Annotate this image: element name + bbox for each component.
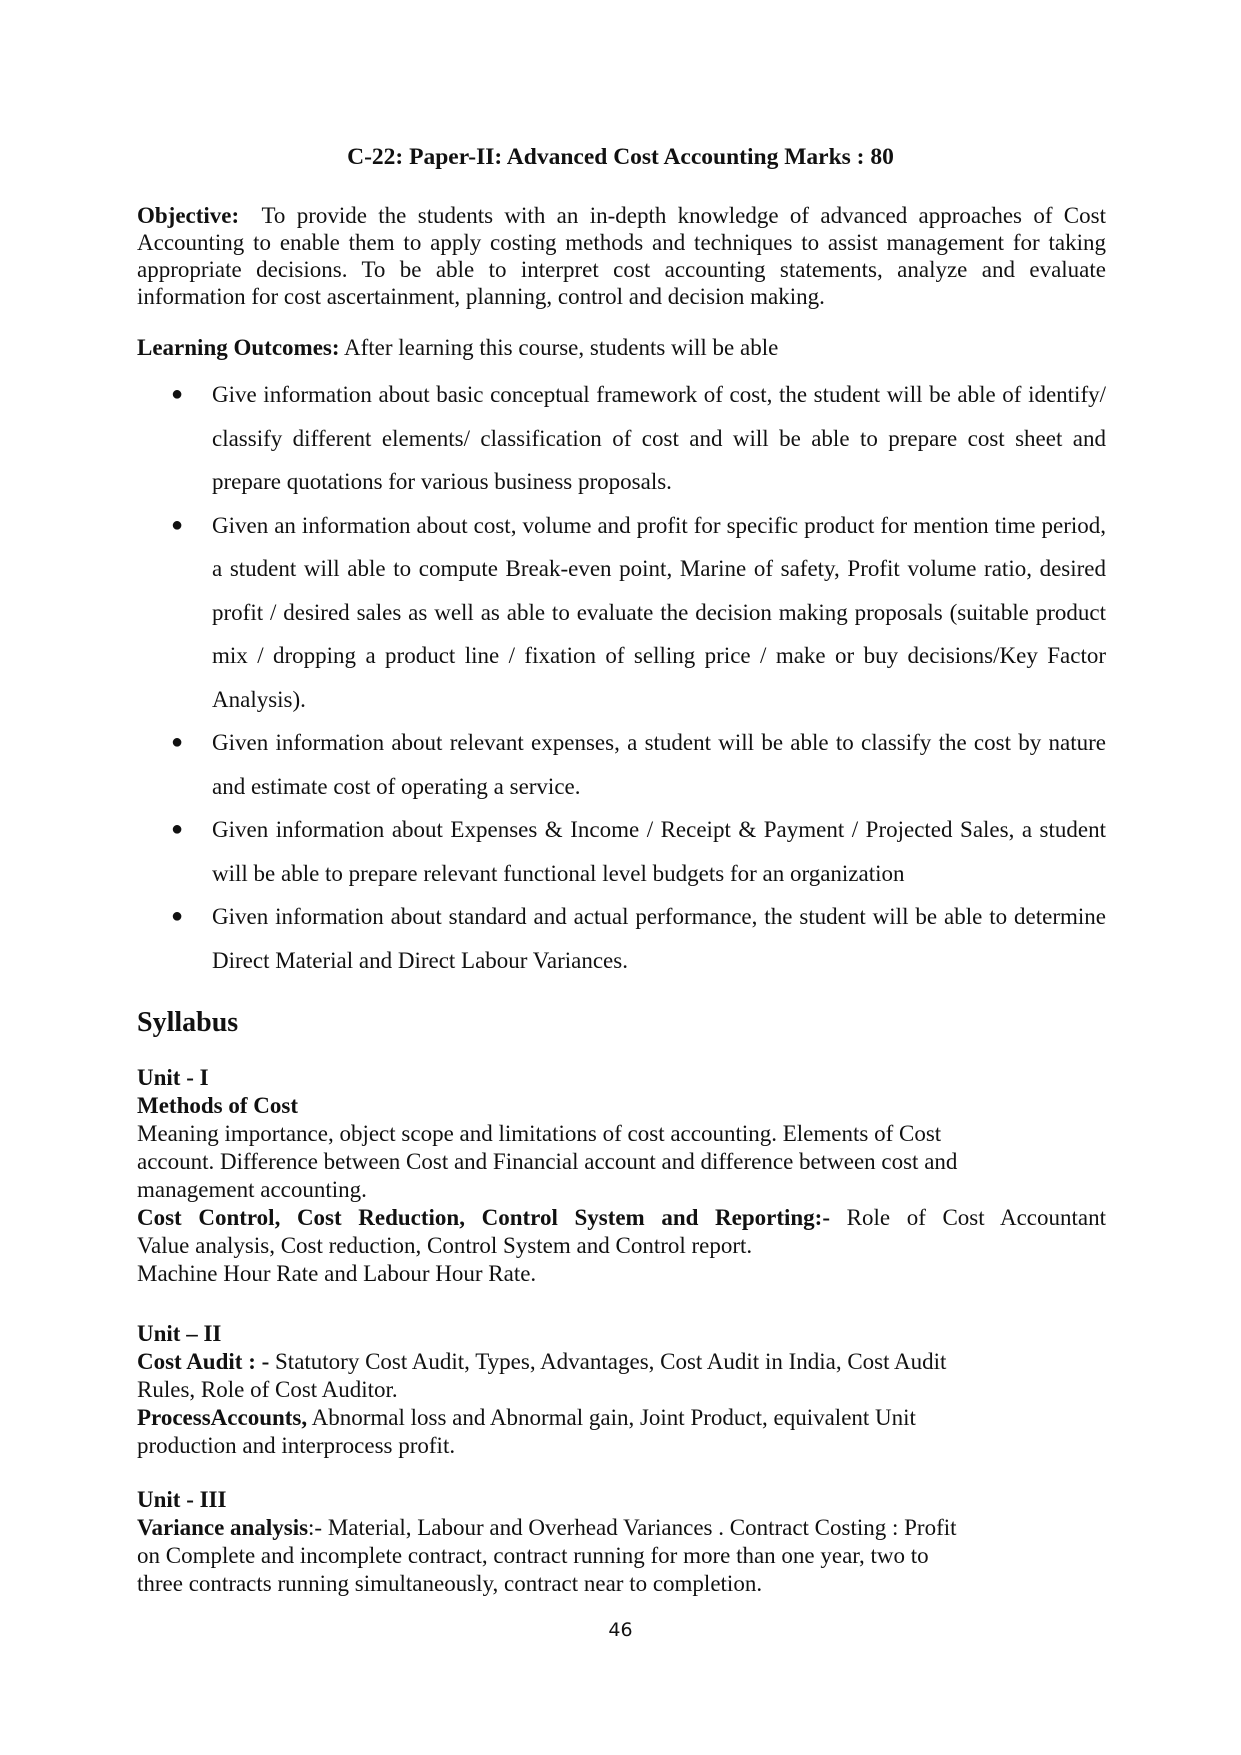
cost-audit-label: Cost Audit : -	[137, 1349, 270, 1374]
learning-outcomes-intro-text: After learning this course, students will be able	[344, 335, 779, 360]
process-accounts-label: ProcessAccounts,	[137, 1405, 308, 1430]
process-accounts-text: Abnormal loss and Abnormal gain, Joint Product, equivalent Unit	[311, 1405, 916, 1430]
unit-1-subtitle: Methods of Cost	[137, 1093, 298, 1118]
unit-1-section	[137, 1064, 1106, 1288]
cost-control-text: Role of Cost Accountant	[846, 1205, 1107, 1230]
bullet-icon: ●	[171, 731, 184, 753]
list-item-text: Given information about Expenses & Income / Receipt & Payment / Projected Sales, a student will be able to prepare relevant functional level budgets for an organization	[212, 817, 1106, 886]
bullet-icon: ●	[171, 383, 184, 405]
unit-2-line: production and interprocess profit.	[137, 1433, 456, 1458]
objective-paragraph	[137, 202, 1106, 310]
unit-1-line: Machine Hour Rate and Labour Hour Rate.	[137, 1261, 537, 1286]
unit-1-line: Meaning importance, object scope and limitations of cost accounting. Elements of Cost	[137, 1121, 942, 1146]
objective-text: To provide the students with an in-depth knowledge of advanced approaches of Cost Accounting to enable them to apply costing methods and techniques to assist management for taking appropriate decisions. To be able to interpret cost accounting statements, analyze and evaluate information for cost ascertainment, planning, control and decision making.	[137, 203, 1106, 309]
cost-audit-text: Statutory Cost Audit, Types, Advantages, Cost Audit in India, Cost Audit	[275, 1349, 947, 1374]
unit-1-line: Value analysis, Cost reduction, Control System and Control report.	[137, 1233, 753, 1258]
unit-3-line: three contracts running simultaneously, contract near to completion.	[137, 1571, 763, 1596]
page-title: C-22: Paper-II: Advanced Cost Accounting Marks : 80	[347, 144, 894, 170]
unit-1-line: account. Difference between Cost and Financial account and difference between cost and	[137, 1149, 958, 1174]
variance-analysis-line	[137, 1514, 1106, 1542]
unit-2-title: Unit – II	[137, 1321, 222, 1346]
objective-label: Objective:	[137, 203, 240, 228]
bullet-icon: ●	[171, 513, 184, 536]
list-item	[137, 504, 1106, 722]
list-item	[137, 895, 1106, 982]
cost-control-label: Cost Control, Cost Reduction, Control System and Reporting:-	[137, 1205, 831, 1230]
bullet-icon: ●	[171, 905, 184, 927]
unit-3-section	[137, 1486, 1106, 1598]
process-accounts-line	[137, 1404, 1106, 1432]
list-item	[137, 373, 1106, 504]
page-number: 46	[608, 1619, 633, 1641]
unit-2-section	[137, 1320, 1106, 1460]
list-item-text: Given information about relevant expenses, a student will be able to classify the cost by nature and estimate cost of operating a service.	[212, 730, 1106, 799]
cost-audit-line	[137, 1348, 1106, 1376]
variance-analysis-label: Variance analysis	[137, 1515, 309, 1540]
list-item-text: Given an information about cost, volume and profit for specific product for mention time period, a student will able to compute Break-even point, Marine of safety, Profit volume ratio, desired profit / desired sales as well as able to evaluate the decision making proposals (suitable product mix / dropping a product line / fixation of selling price / make or buy decisions/Key Factor Analysis).	[212, 512, 1106, 712]
unit-3-line: on Complete and incomplete contract, contract running for more than one year, two to	[137, 1543, 929, 1568]
list-item-text: Give information about basic conceptual framework of cost, the student will be able of identify/ classify different elements/ classification of cost and will be able to prepare cost sheet and prepare quotations for various business proposals.	[212, 382, 1106, 494]
variance-analysis-text: :- Material, Labour and Overhead Variances . Contract Costing : Profit	[308, 1515, 957, 1540]
unit-1-title: Unit - I	[137, 1065, 209, 1090]
unit-1-cost-control-line	[137, 1204, 1106, 1232]
syllabus-heading: Syllabus	[137, 1007, 239, 1038]
list-item	[137, 721, 1106, 808]
learning-outcomes-intro	[137, 334, 1106, 362]
unit-1-line: management accounting.	[137, 1177, 367, 1202]
list-item-text: Given information about standard and actual performance, the student will be able to determine Direct Material and Direct Labour Variances.	[212, 904, 1106, 973]
unit-2-line: Rules, Role of Cost Auditor.	[137, 1377, 398, 1402]
list-item	[137, 808, 1106, 895]
learning-outcomes-label: Learning Outcomes:	[137, 335, 340, 360]
bullet-icon: ●	[171, 818, 184, 840]
learning-outcomes-list	[137, 373, 1106, 982]
unit-3-title: Unit - III	[137, 1487, 227, 1512]
